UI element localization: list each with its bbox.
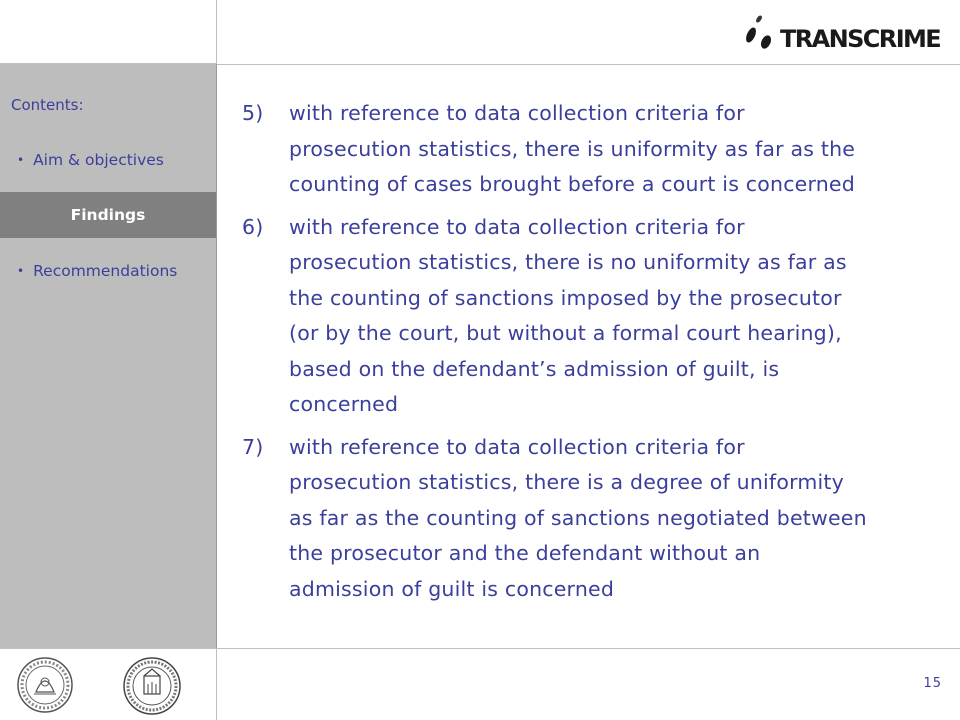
point-text [289,210,942,423]
finding-point-5 [242,96,942,203]
bullet-icon: • [17,153,25,167]
point-number: 6) [242,214,264,239]
finding-point-7 [242,430,942,608]
sidebar-item-findings[interactable] [0,192,216,238]
page-number: 15 [923,676,942,691]
point-line: concerned [289,392,399,416]
point-line: counting of cases brought before a court is concerned [289,172,855,196]
sidebar-contents-title: Contents: [11,96,84,114]
point-line: admission of guilt is concerned [289,576,615,601]
point-line: the counting of sanctions imposed by the prosecutor [289,285,842,310]
sidebar-item-label: Aim & objectives [33,151,164,169]
bullet-icon: • [17,264,25,278]
logo-text: TRANSCRIME [780,25,941,53]
point-line: with reference to data collection criteria for [289,434,745,459]
point-line: based on the defendant’s admission of guilt, is [289,356,780,381]
footer-divider [217,648,960,649]
sidebar-item-label: Findings [70,206,146,224]
point-line: (or by the court, but without a formal court hearing), [289,321,842,345]
sidebar-item-label: Recommendations [33,262,178,280]
finding-point-6 [242,210,942,423]
header-left-panel [0,0,217,64]
sidebar-item-aim-objectives[interactable] [17,151,164,169]
point-line: with reference to data collection criteria for [289,214,745,239]
sidebar [0,64,217,648]
point-line: prosecution statistics, there is a degree of uniformity [289,470,844,494]
transcrime-logo-mark-icon [742,13,776,57]
sidebar-item-recommendations[interactable] [17,262,177,280]
point-number: 7) [242,434,264,459]
point-text [289,430,942,608]
point-line: the prosecutor and the defendant without an [289,541,761,565]
point-line: as far as the counting of sanctions negotiated between [289,505,867,530]
universita-cattolica-seal-icon [118,656,186,716]
point-line: prosecution statistics, there is no uniformity as far as [289,250,847,274]
point-text [289,96,942,203]
point-line: with reference to data collection criteria for [289,101,745,125]
header-divider [217,64,960,65]
findings-content [242,96,942,614]
university-seal-icon [12,656,78,714]
point-number: 5) [242,101,264,125]
point-line: prosecution statistics, there is uniformity as far as the [289,136,856,161]
transcrime-logo [742,12,952,58]
